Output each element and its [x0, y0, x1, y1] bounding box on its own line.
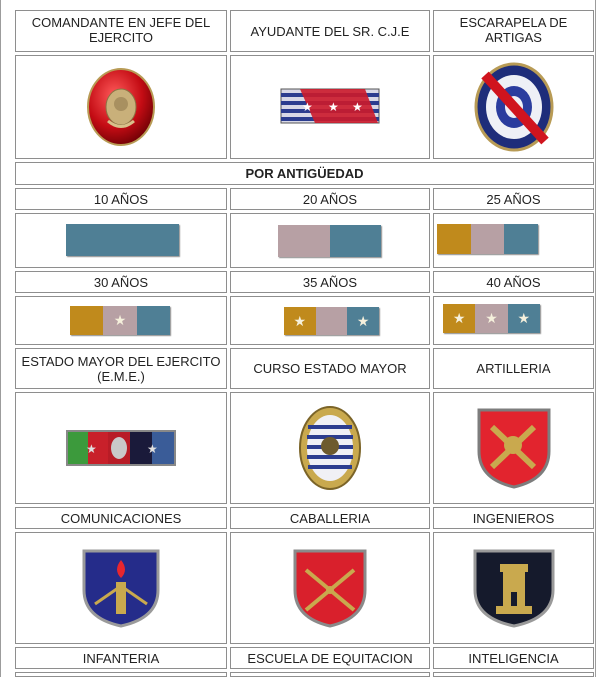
ribbon-stripe [137, 306, 170, 335]
ribbon-35 [284, 307, 379, 335]
ribbon-10 [66, 224, 179, 256]
image-cell-eme [15, 392, 227, 504]
image-cell-ayudante [230, 55, 430, 159]
label-caballeria: CABALLERIA [230, 507, 430, 529]
ribbon-stripe-star: ★ [443, 304, 475, 333]
ribbon-25 [437, 224, 538, 254]
ribbon-stripe-star: ★ [284, 307, 316, 335]
image-cell-ingenieros [433, 532, 594, 644]
ribbon-stripe-star: ★ [103, 306, 136, 335]
flag-ribbon-icon [280, 87, 380, 127]
ribbon-stripe [70, 306, 103, 335]
image-cell-comandante [15, 55, 227, 159]
cavalry-shield-icon [292, 548, 368, 628]
label-escuela-equitacion: ESCUELA DE EQUITACION [230, 647, 430, 669]
label-comunicaciones: COMUNICACIONES [15, 507, 227, 529]
image-cell-escarapela [433, 55, 594, 159]
image-cell-caballeria [230, 532, 430, 644]
label-infanteria: INFANTERIA [15, 647, 227, 669]
label-35: 35 AÑOS [230, 271, 430, 293]
ribbon-stripe [437, 224, 471, 254]
label-eme: ESTADO MAYOR DEL EJERCITO (E.M.E.) [15, 348, 227, 389]
ribbon-20 [278, 225, 381, 257]
svg-text:★: ★ [86, 442, 97, 456]
ribbon-stripe [504, 224, 538, 254]
label-ingenieros: INGENIEROS [433, 507, 594, 529]
ribbon-stripe [278, 225, 330, 257]
red-crest-pin-icon [86, 66, 156, 148]
ribbon-40 [443, 304, 540, 333]
ribbon-30 [70, 306, 170, 335]
svg-text:★: ★ [328, 100, 339, 114]
cockade-icon [473, 61, 555, 153]
label-inteligencia: INTELIGENCIA [433, 647, 594, 669]
staff-ribbon-icon [65, 429, 177, 467]
section-title: POR ANTIGÜEDAD [15, 162, 594, 185]
label-curso-estado-mayor: CURSO ESTADO MAYOR [230, 348, 430, 389]
image-cell-comunicaciones [15, 532, 227, 644]
label-ayudante: AYUDANTE DEL SR. C.J.E [230, 10, 430, 52]
ribbon-stripe-star: ★ [508, 304, 540, 333]
svg-text:★: ★ [352, 100, 363, 114]
scrollbar-gap [596, 0, 607, 677]
ribbon-stripe [471, 224, 505, 254]
oval-staff-badge-icon [298, 405, 362, 491]
ribbon-stripe [330, 225, 382, 257]
communications-shield-icon [81, 548, 161, 628]
label-comandante: COMANDANTE EN JEFE DEL EJERCITO [15, 10, 227, 52]
artillery-shield-icon [476, 407, 552, 489]
ribbon-stripe-star: ★ [475, 304, 507, 333]
image-cell-escuela [230, 672, 430, 677]
label-10: 10 AÑOS [15, 188, 227, 210]
label-40: 40 AÑOS [433, 271, 594, 293]
label-20: 20 AÑOS [230, 188, 430, 210]
image-cell-inteligencia [433, 672, 594, 677]
label-30: 30 AÑOS [15, 271, 227, 293]
ribbon-stripe-star: ★ [347, 307, 379, 335]
label-25: 25 AÑOS [433, 188, 594, 210]
ribbon-stripe [316, 307, 348, 335]
engineers-shield-icon [472, 548, 556, 628]
image-cell-artilleria [433, 392, 594, 504]
svg-text:★: ★ [147, 442, 158, 456]
label-artilleria: ARTILLERIA [433, 348, 594, 389]
image-cell-infanteria [15, 672, 227, 677]
svg-text:★: ★ [302, 100, 313, 114]
ribbon-stripe [66, 224, 179, 256]
label-escarapela: ESCARAPELA DE ARTIGAS [433, 10, 594, 52]
image-cell-curso [230, 392, 430, 504]
